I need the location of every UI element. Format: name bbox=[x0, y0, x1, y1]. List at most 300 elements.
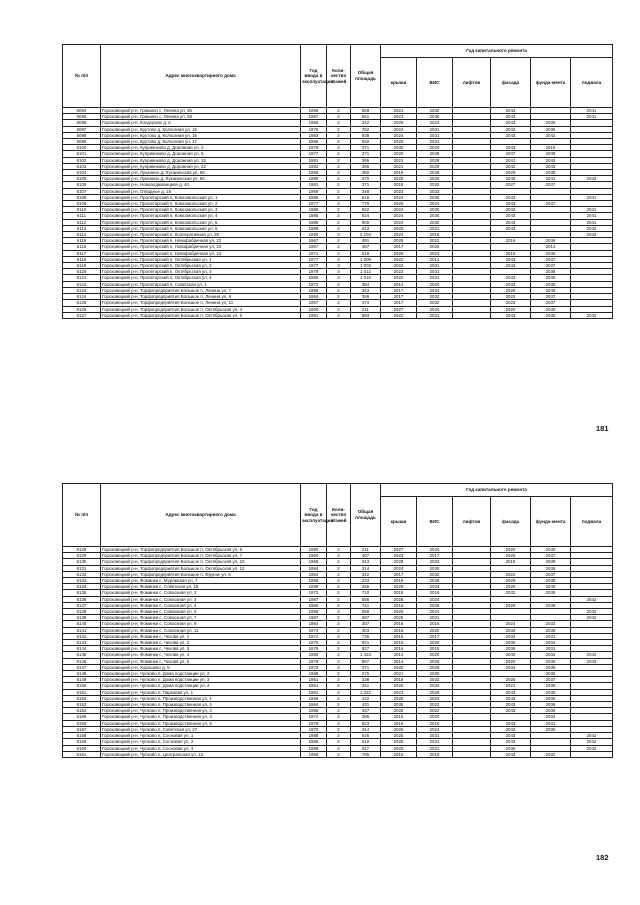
cell-address: Гороховецкий р-н, Пролетарский п, Комсомольская ул, 6 bbox=[101, 225, 301, 231]
cell-area: 823 bbox=[351, 720, 381, 726]
cell-facade: 2043 bbox=[491, 114, 531, 120]
cell-facade: 2043 bbox=[491, 695, 531, 701]
cell-roof: 2024 bbox=[381, 132, 417, 138]
cell-vis: 2028 bbox=[417, 602, 453, 608]
cell-foundation: 2042 bbox=[531, 132, 571, 138]
cell-vis: 2022 bbox=[417, 708, 453, 714]
cell-year: 1985 bbox=[301, 194, 327, 200]
cell-area: 600 bbox=[351, 219, 381, 225]
cell-roof: 2016 bbox=[381, 646, 417, 652]
cell-vis: 2029 bbox=[417, 157, 453, 163]
page-number: 181 bbox=[596, 424, 609, 433]
col-lift-header: лифтов bbox=[453, 497, 491, 547]
cell-area: 422 bbox=[351, 695, 381, 701]
cell-foundation: 2038 bbox=[531, 170, 571, 176]
cell-floors: 2 bbox=[327, 745, 351, 751]
cell-year: 1987 bbox=[301, 596, 327, 602]
cell-area: 374 bbox=[351, 300, 381, 306]
cell-area: 710 bbox=[351, 590, 381, 596]
cell-facade: 2029 bbox=[491, 578, 531, 584]
cell-address: Гороховецкий р-н, Фоминки с, Советская ул, 18 bbox=[101, 584, 301, 590]
cell-floors: 2 bbox=[327, 194, 351, 200]
cell-facade: 2043 bbox=[491, 225, 531, 231]
cell-number: 6134 bbox=[63, 584, 101, 590]
cell-basement: 2042 bbox=[571, 733, 613, 739]
cell-foundation: 2038 bbox=[531, 602, 571, 608]
cell-year: 1985 bbox=[301, 207, 327, 213]
cell-area: 314 bbox=[351, 565, 381, 571]
cell-area: 370 bbox=[351, 176, 381, 182]
cell-roof: 2035 bbox=[381, 702, 417, 708]
cell-address: Гороховецкий р-н, Фоминки с, Муромская ул, 7 bbox=[101, 578, 301, 584]
cell-address: Гороховецкий р-н, Торфопредприятия Большое п, Ленина ул, 7 bbox=[101, 287, 301, 293]
cell-facade: 2022 bbox=[491, 294, 531, 300]
cell-number: 6150 bbox=[63, 683, 101, 689]
cell-facade: 2022 bbox=[491, 571, 531, 577]
housing-repair-table bbox=[62, 483, 613, 758]
cell-roof: 2026 bbox=[381, 609, 417, 615]
cell-area: 491 bbox=[351, 238, 381, 244]
cell-foundation: 2037 bbox=[531, 182, 571, 188]
cell-roof: 2022 bbox=[381, 269, 417, 275]
cell-facade: 2043 bbox=[491, 702, 531, 708]
register-page-182 bbox=[62, 483, 612, 758]
cell-year: 1969 bbox=[301, 602, 327, 608]
cell-number: 6108 bbox=[63, 194, 101, 200]
cell-address: Гороховецкий р-н, Куприянково д, Дорожная ул, 15 bbox=[101, 157, 301, 163]
cell-address: Гороховецкий р-н, Чулково п, Парковая ул, 1 bbox=[101, 689, 301, 695]
cell-number: 6140 bbox=[63, 621, 101, 627]
cell-address: Гороховецкий р-н, Торфопредприятия Большое п, Октябрьская ул, 5 bbox=[101, 312, 301, 318]
cell-area: 396 bbox=[351, 163, 381, 169]
cell-roof: 2020 bbox=[381, 151, 417, 157]
cell-floors: 2 bbox=[327, 652, 351, 658]
col-basement-header: подвала bbox=[571, 497, 613, 547]
cell-area: 1 009 bbox=[351, 256, 381, 262]
cell-year: 1968 bbox=[301, 139, 327, 145]
cell-vis: 2034 bbox=[417, 306, 453, 312]
cell-facade: 2043 bbox=[491, 120, 531, 126]
cell-number: 6105 bbox=[63, 176, 101, 182]
cell-roof: 2018 bbox=[381, 677, 417, 683]
cell-foundation: 2036 bbox=[531, 702, 571, 708]
cell-floors: 2 bbox=[327, 590, 351, 596]
cell-number: 6136 bbox=[63, 596, 101, 602]
cell-area: 593 bbox=[351, 312, 381, 318]
cell-vis: 2020 bbox=[417, 145, 453, 151]
cell-foundation: 2036 bbox=[531, 627, 571, 633]
cell-vis: 2014 bbox=[417, 256, 453, 262]
cell-floors: 2 bbox=[327, 188, 351, 194]
cell-facade: 2023 bbox=[491, 300, 531, 306]
cell-area: 930 bbox=[351, 139, 381, 145]
col-basement-header: подвала bbox=[571, 58, 613, 108]
cell-vis: 2030 bbox=[417, 207, 453, 213]
cell-floors: 2 bbox=[327, 294, 351, 300]
cell-area: 613 bbox=[351, 225, 381, 231]
cell-roof: 2023 bbox=[381, 553, 417, 559]
cell-vis: 2019 bbox=[417, 590, 453, 596]
cell-roof: 2027 bbox=[381, 306, 417, 312]
cell-number: 6156 bbox=[63, 720, 101, 726]
cell-number: 6151 bbox=[63, 689, 101, 695]
cell-basement: 2041 bbox=[571, 108, 613, 114]
cell-floors: 2 bbox=[327, 114, 351, 120]
cell-address: Гороховецкий р-н, Фоминки с, Совхозная ул, 2 bbox=[101, 590, 301, 596]
cell-roof: 2025 bbox=[381, 120, 417, 126]
cell-floors: 2 bbox=[327, 559, 351, 565]
cell-roof: 2025 bbox=[381, 695, 417, 701]
cell-number: 6094 bbox=[63, 108, 101, 114]
cell-address: Гороховецкий р-н, Крутово д, Колхозная ул, 15 bbox=[101, 126, 301, 132]
cell-floors: 2 bbox=[327, 225, 351, 231]
cell-roof: 2025 bbox=[381, 708, 417, 714]
cell-year: 1964 bbox=[301, 702, 327, 708]
cell-address: Гороховецкий р-н, Фоминки с, Чехова ул, 1 bbox=[101, 633, 301, 639]
cell-roof: 2026 bbox=[381, 584, 417, 590]
cell-number: 6097 bbox=[63, 126, 101, 132]
cell-vis: 2030 bbox=[417, 565, 453, 571]
cell-facade: 2043 bbox=[491, 263, 531, 269]
cell-year: 1976 bbox=[301, 145, 327, 151]
cell-address: Гороховецкий р-н, Пролетарский п, Новофабричная ул, 23 bbox=[101, 244, 301, 250]
cell-facade: 2029 bbox=[491, 170, 531, 176]
cell-facade: 2016 bbox=[491, 238, 531, 244]
cell-floors: 3 bbox=[327, 275, 351, 281]
cell-foundation: 2038 bbox=[531, 578, 571, 584]
cell-year: 1960 bbox=[301, 553, 327, 559]
cell-number: 6118 bbox=[63, 256, 101, 262]
cell-number: 6155 bbox=[63, 714, 101, 720]
cell-number: 6153 bbox=[63, 702, 101, 708]
col-facade-header: фасада bbox=[491, 497, 531, 547]
cell-roof: 2017 bbox=[381, 294, 417, 300]
cell-vis: 2020 bbox=[417, 627, 453, 633]
cell-area: 518 bbox=[351, 250, 381, 256]
cell-year: 1977 bbox=[301, 201, 327, 207]
cell-address: Гороховецкий р-н, Куприянково д, Дорожная ул, 2 bbox=[101, 145, 301, 151]
cell-roof: 2014 bbox=[381, 658, 417, 664]
col-repair-group-header: Год капитального ремонта bbox=[381, 45, 613, 58]
cell-vis: 2029 bbox=[417, 151, 453, 157]
cell-number: 6143 bbox=[63, 640, 101, 646]
cell-area: 622 bbox=[351, 207, 381, 213]
cell-foundation: 2036 bbox=[531, 120, 571, 126]
cell-number: 6103 bbox=[63, 163, 101, 169]
cell-number: 6117 bbox=[63, 250, 101, 256]
cell-facade: 2043 bbox=[491, 256, 531, 262]
cell-vis: 2030 bbox=[417, 108, 453, 114]
cell-basement bbox=[571, 751, 613, 757]
cell-roof: 2027 bbox=[381, 547, 417, 553]
cell-area: 407 bbox=[351, 553, 381, 559]
cell-area: 779 bbox=[351, 201, 381, 207]
cell-floors: 2 bbox=[327, 671, 351, 677]
cell-address: Гороховецкий р-н, Пролетарский п, Октябрьская ул, 2 bbox=[101, 263, 301, 269]
cell-roof: 2025 bbox=[381, 745, 417, 751]
cell-number: 6110 bbox=[63, 207, 101, 213]
cell-address: Гороховецкий р-н, Чулково п, Производственная ул, 4 bbox=[101, 714, 301, 720]
cell-roof: 2015 bbox=[381, 590, 417, 596]
cell-area: 255 bbox=[351, 584, 381, 590]
cell-foundation: 2031 bbox=[531, 633, 571, 639]
cell-roof: 2020 bbox=[381, 176, 417, 182]
cell-number: 6147 bbox=[63, 664, 101, 670]
cell-year: 1979 bbox=[301, 269, 327, 275]
cell-area: 371 bbox=[351, 182, 381, 188]
cell-vis: 2017 bbox=[417, 553, 453, 559]
cell-floors: 2 bbox=[327, 207, 351, 213]
cell-year: 1967 bbox=[301, 238, 327, 244]
cell-roof: 2021 bbox=[381, 671, 417, 677]
cell-foundation: 2038 bbox=[531, 269, 571, 275]
cell-lift bbox=[453, 751, 491, 757]
cell-roof: 2025 bbox=[381, 739, 417, 745]
cell-roof: 2015 bbox=[381, 714, 417, 720]
cell-number: 6126 bbox=[63, 306, 101, 312]
cell-number: 6102 bbox=[63, 157, 101, 163]
cell-year: 1986 bbox=[301, 609, 327, 615]
cell-year: 1982 bbox=[301, 163, 327, 169]
cell-address: Гороховецкий р-н, Торфопредприятия Большое п, Октябрьская ул, 12 bbox=[101, 565, 301, 571]
cell-floors: 2 bbox=[327, 621, 351, 627]
cell-basement: 2041 bbox=[571, 219, 613, 225]
cell-year: 1987 bbox=[301, 114, 327, 120]
register-page-181 bbox=[62, 44, 612, 319]
cell-floors: 2 bbox=[327, 720, 351, 726]
cell-area: 303 bbox=[351, 627, 381, 633]
cell-roof: 2025 bbox=[381, 238, 417, 244]
cell-area: 487 bbox=[351, 244, 381, 250]
cell-facade: 2043 bbox=[491, 720, 531, 726]
cell-foundation: 2035 bbox=[531, 658, 571, 664]
cell-basement: 2041 bbox=[571, 194, 613, 200]
cell-roof: 2019 bbox=[381, 578, 417, 584]
cell-area: 1 322 bbox=[351, 689, 381, 695]
cell-area: 341 bbox=[351, 683, 381, 689]
cell-roof: 2026 bbox=[381, 726, 417, 732]
cell-year: 1980 bbox=[301, 275, 327, 281]
cell-vis: 2030 bbox=[417, 114, 453, 120]
cell-area: 1 423 bbox=[351, 652, 381, 658]
cell-area: 752 bbox=[351, 126, 381, 132]
cell-roof: 2018 bbox=[381, 182, 417, 188]
cell-area: 1 012 bbox=[351, 269, 381, 275]
cell-number: 6119 bbox=[63, 263, 101, 269]
cell-basement: 2041 bbox=[571, 213, 613, 219]
cell-vis: 2032 bbox=[417, 571, 453, 577]
cell-roof: 2025 bbox=[381, 733, 417, 739]
cell-year: 1980 bbox=[301, 176, 327, 182]
cell-facade: 2043 bbox=[491, 726, 531, 732]
cell-roof: 2016 bbox=[381, 602, 417, 608]
cell-roof: 2022 bbox=[381, 275, 417, 281]
cell-address: Гороховецкий р-н, Куприянково д, Дорожная ул, 22 bbox=[101, 163, 301, 169]
cell-address: Гороховецкий р-н, Фоминки с, Чехова ул, 2 bbox=[101, 640, 301, 646]
cell-vis: 2034 bbox=[417, 584, 453, 590]
col-repair-group-header: Год капитального ремонта bbox=[381, 484, 613, 497]
cell-vis: 2031 bbox=[417, 132, 453, 138]
cell-vis: 2034 bbox=[417, 547, 453, 553]
cell-vis: 2029 bbox=[417, 176, 453, 182]
cell-address: Гороховецкий р-н, Чулково п, Производственная ул, 3 bbox=[101, 708, 301, 714]
cell-vis: 2030 bbox=[417, 213, 453, 219]
cell-vis: 2016 bbox=[417, 621, 453, 627]
cell-facade: 2043 bbox=[491, 207, 531, 213]
cell-foundation: 2039 bbox=[531, 559, 571, 565]
cell-area: 741 bbox=[351, 602, 381, 608]
cell-area: 795 bbox=[351, 751, 381, 757]
cell-floors: 2 bbox=[327, 120, 351, 126]
cell-roof: 2024 bbox=[381, 219, 417, 225]
cell-basement: 2042 bbox=[571, 596, 613, 602]
cell-vis: 2031 bbox=[417, 739, 453, 745]
cell-floors: 2 bbox=[327, 584, 351, 590]
cell-roof: 2026 bbox=[381, 201, 417, 207]
cell-floors: 2 bbox=[327, 176, 351, 182]
cell-facade: 2043 bbox=[491, 126, 531, 132]
cell-floors: 2 bbox=[327, 578, 351, 584]
cell-facade: 2026 bbox=[491, 553, 531, 559]
cell-floors: 2 bbox=[327, 213, 351, 219]
cell-roof: 2016 bbox=[381, 640, 417, 646]
cell-facade: 2040 bbox=[491, 652, 531, 658]
cell-roof: 2024 bbox=[381, 213, 417, 219]
cell-area: 343 bbox=[351, 287, 381, 293]
cell-year: 1968 bbox=[301, 671, 327, 677]
cell-floors: 2 bbox=[327, 633, 351, 639]
cell-number: 6138 bbox=[63, 609, 101, 615]
cell-area: 941 bbox=[351, 640, 381, 646]
cell-vis: 2024 bbox=[417, 596, 453, 602]
col-year-header: Год ввода в эксплуатацию bbox=[301, 484, 327, 547]
cell-floors: 2 bbox=[327, 751, 351, 757]
cell-foundation: 2037 bbox=[531, 553, 571, 559]
cell-floors: 3 bbox=[327, 256, 351, 262]
cell-roof: 2016 bbox=[381, 621, 417, 627]
cell-number: 6157 bbox=[63, 726, 101, 732]
cell-vis: 2028 bbox=[417, 170, 453, 176]
cell-floors: 2 bbox=[327, 126, 351, 132]
col-roof-header: крыши bbox=[381, 497, 417, 547]
cell-number: 6160 bbox=[63, 745, 101, 751]
table-body bbox=[63, 108, 613, 319]
cell-basement: 2042 bbox=[571, 615, 613, 621]
cell-address: Гороховецкий р-н, Торфопредприятия Большое п, Октябрьская ул, 7 bbox=[101, 553, 301, 559]
cell-basement: 2042 bbox=[571, 609, 613, 615]
cell-foundation: 2042 bbox=[531, 157, 571, 163]
cell-floors: 2 bbox=[327, 714, 351, 720]
cell-foundation: 2032 bbox=[531, 751, 571, 757]
cell-area: 2 193 bbox=[351, 232, 381, 238]
cell-floors: 2 bbox=[327, 132, 351, 138]
cell-number: 6106 bbox=[63, 182, 101, 188]
cell-roof: 2024 bbox=[381, 194, 417, 200]
cell-roof: 2016 bbox=[381, 627, 417, 633]
col-lift-header: лифтов bbox=[453, 58, 491, 108]
cell-facade: 2034 bbox=[491, 664, 531, 670]
cell-address: Гороховецкий р-н, Кондорово д, 6 bbox=[101, 120, 301, 126]
cell-number: 6121 bbox=[63, 275, 101, 281]
cell-facade: 2029 bbox=[491, 602, 531, 608]
cell-facade: 2036 bbox=[491, 640, 531, 646]
cell-year: 1980 bbox=[301, 652, 327, 658]
cell-year: 1800 bbox=[301, 306, 327, 312]
cell-foundation: 2035 bbox=[531, 312, 571, 318]
cell-address: Гороховецкий р-н, Пролетарский п, Комсомольская ул, 5 bbox=[101, 219, 301, 225]
cell-year: 1976 bbox=[301, 646, 327, 652]
cell-number: 6149 bbox=[63, 677, 101, 683]
cell-area: 617 bbox=[351, 745, 381, 751]
cell-address: Гороховецкий р-н, Пролетарский п, Комсомольская ул, 2 bbox=[101, 201, 301, 207]
cell-address: Гороховецкий р-н, Торфопредприятия Большое п, Октябрьская ул, 4 bbox=[101, 306, 301, 312]
cell-year: 1990 bbox=[301, 547, 327, 553]
cell-floors: 2 bbox=[327, 602, 351, 608]
cell-vis: 2030 bbox=[417, 219, 453, 225]
cell-foundation: 2034 bbox=[531, 640, 571, 646]
cell-floors: 2 bbox=[327, 151, 351, 157]
cell-address: Гороховецкий р-н, Пролетарский п, Советская ул, 1 bbox=[101, 281, 301, 287]
cell-facade: 2021 bbox=[491, 683, 531, 689]
cell-year: 1961 bbox=[301, 683, 327, 689]
cell-facade: 2043 bbox=[491, 751, 531, 757]
cell-foundation: 2040 bbox=[531, 584, 571, 590]
cell-foundation: 2032 bbox=[531, 621, 571, 627]
cell-address: Гороховецкий р-н, Крутово д, Колхозная ул, 16 bbox=[101, 132, 301, 138]
cell-vis: 2022 bbox=[417, 702, 453, 708]
cell-number: 6161 bbox=[63, 751, 101, 757]
cell-address: Гороховецкий р-н, Торфопредприятия Большое п, Ленина ул, 9 bbox=[101, 294, 301, 300]
cell-year: 1974 bbox=[301, 633, 327, 639]
cell-roof: 2021 bbox=[381, 157, 417, 163]
cell-floors: 2 bbox=[327, 733, 351, 739]
cell-year: 1968 bbox=[301, 120, 327, 126]
cell-area: 348 bbox=[351, 188, 381, 194]
cell-floors: 2 bbox=[327, 664, 351, 670]
cell-number: 6131 bbox=[63, 565, 101, 571]
cell-vis: 2033 bbox=[417, 188, 453, 194]
cell-area: 307 bbox=[351, 621, 381, 627]
cell-floors: 2 bbox=[327, 553, 351, 559]
cell-foundation: 2036 bbox=[531, 565, 571, 571]
cell-address: Гороховецкий р-н, Чулково п, Дома подстанции ул, 4 bbox=[101, 683, 301, 689]
cell-floors: 2 bbox=[327, 640, 351, 646]
page-number: 182 bbox=[596, 853, 609, 862]
cell-floors: 2 bbox=[327, 547, 351, 553]
cell-foundation: 2041 bbox=[531, 176, 571, 182]
cell-number: 6098 bbox=[63, 132, 101, 138]
cell-floors: 2 bbox=[327, 244, 351, 250]
cell-vis: 2019 bbox=[417, 751, 453, 757]
cell-floors: 2 bbox=[327, 170, 351, 176]
cell-number: 6132 bbox=[63, 571, 101, 577]
cell-address: Гороховецкий р-н, Чулково п, Производственная ул, 2 bbox=[101, 702, 301, 708]
cell-basement: 2042 bbox=[571, 225, 613, 231]
cell-area: 938 bbox=[351, 132, 381, 138]
cell-address: Гороховецкий р-н, Фоминки с, Чехова ул, 4 bbox=[101, 652, 301, 658]
cell-address: Гороховецкий р-н, Чулково п, Центральная ул, 13 bbox=[101, 751, 301, 757]
cell-number: 6104 bbox=[63, 170, 101, 176]
cell-area: 314 bbox=[351, 726, 381, 732]
cell-address: Гороховецкий р-н, Пролетарский п, Новофабричная ул, 24 bbox=[101, 250, 301, 256]
cell-address: Гороховецкий р-н, Фоминки с, Чехова ул, 5 bbox=[101, 658, 301, 664]
cell-number: 6133 bbox=[63, 578, 101, 584]
cell-address: Гороховецкий р-н, Пролетарский п, Октябрьская ул, 4 bbox=[101, 275, 301, 281]
cell-facade: 2043 bbox=[491, 213, 531, 219]
cell-address: Гороховецкий р-н, Чулково п, Производственная ул, 5 bbox=[101, 720, 301, 726]
cell-foundation: 2036 bbox=[531, 250, 571, 256]
cell-year: 1954 bbox=[301, 571, 327, 577]
